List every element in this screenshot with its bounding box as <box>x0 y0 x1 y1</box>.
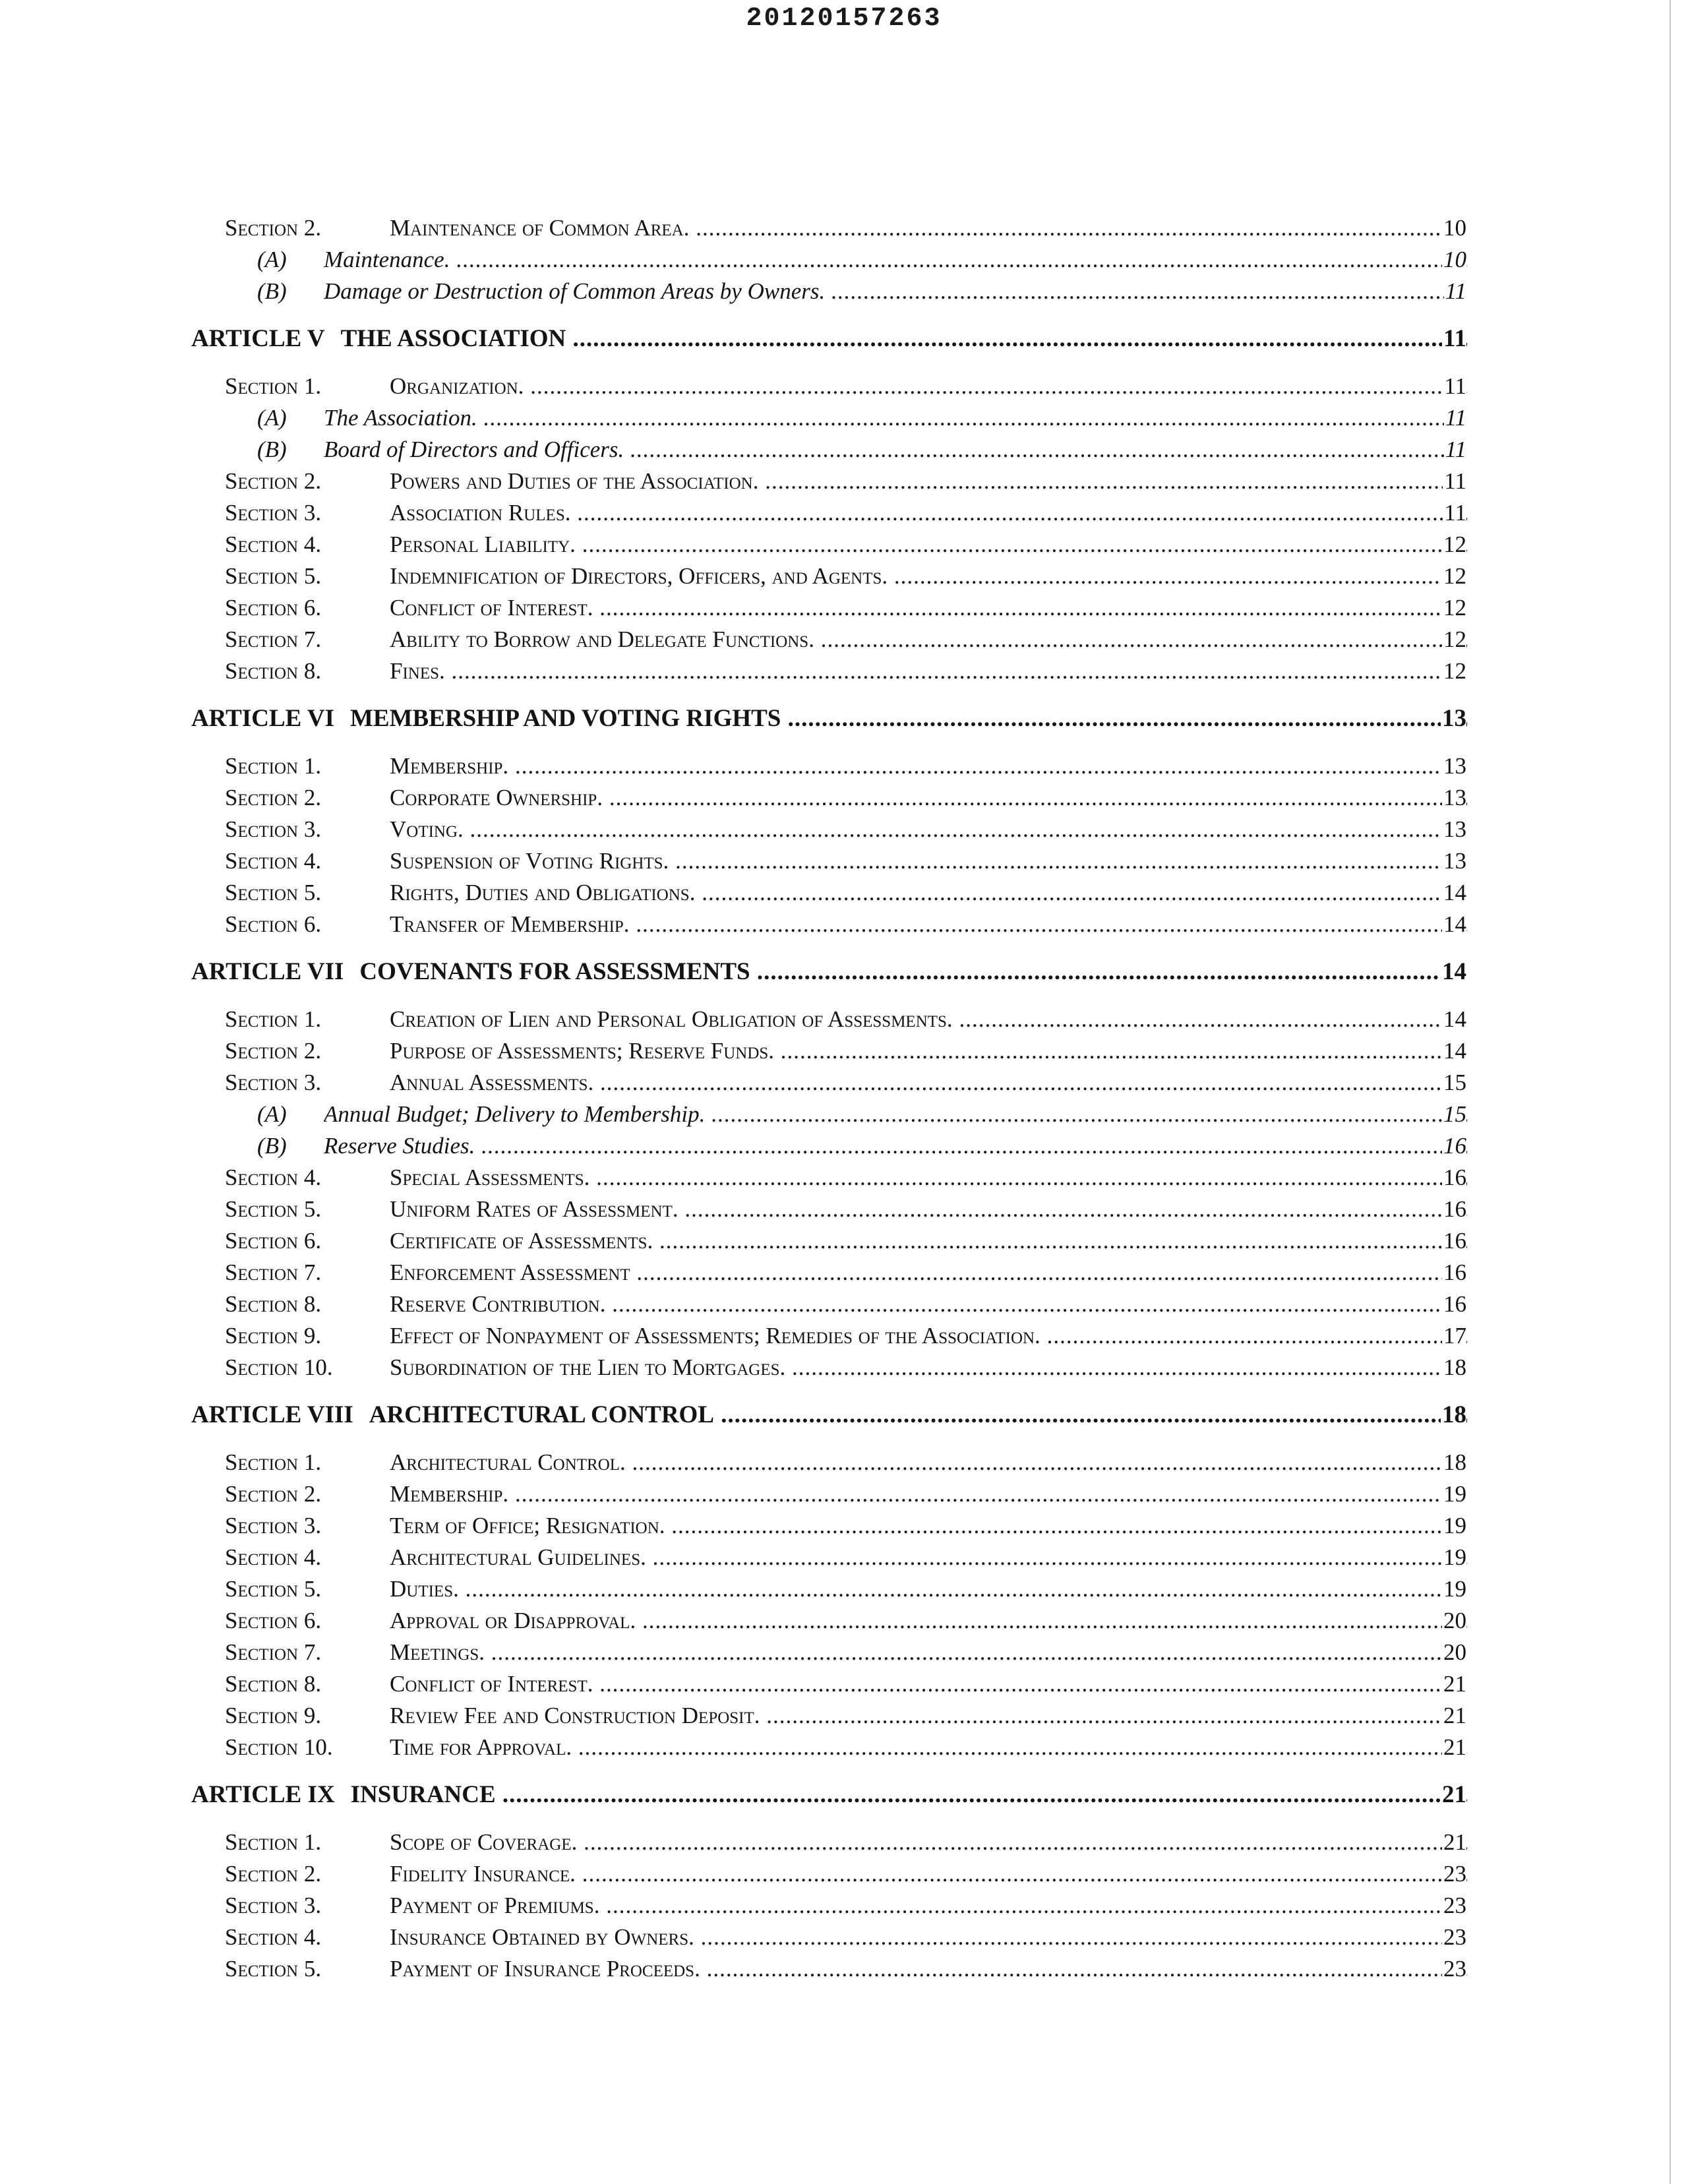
entry-title-text: Duties. <box>390 1576 459 1602</box>
toc-section-entry <box>0 1605 1688 1637</box>
toc-section-entry <box>0 1700 1688 1732</box>
page-number: 13 <box>1442 750 1466 782</box>
page-number: 11 <box>1444 402 1466 434</box>
toc-section-entry <box>0 497 1688 529</box>
entry-title-text: Maintenance. <box>324 247 450 272</box>
toc-section-entry <box>0 1289 1688 1320</box>
section-label: Section 5. <box>225 1576 322 1602</box>
toc-section-entry <box>0 782 1688 814</box>
subsection-title <box>324 434 1467 466</box>
section-label: Section 7. <box>225 1259 322 1285</box>
section-label: Section 8. <box>225 1291 322 1317</box>
section-title <box>390 909 1467 940</box>
toc-section-entry <box>0 592 1688 624</box>
toc-section-entry <box>0 1732 1688 1763</box>
section-title <box>390 592 1467 624</box>
toc-article-entry <box>0 1779 1688 1811</box>
section-title <box>390 845 1467 877</box>
entry-title-text: Architectural Guidelines. <box>390 1544 646 1570</box>
toc-section-entry <box>0 1922 1688 1953</box>
section-label: Section 3. <box>225 1070 322 1095</box>
entry-title-text: Fidelity Insurance. <box>390 1861 576 1887</box>
page-number: 18 <box>1442 1352 1466 1383</box>
subsection-title <box>324 1130 1467 1162</box>
page-number: 15 <box>1442 1099 1466 1130</box>
section-title <box>390 212 1467 244</box>
entry-title-text: Conflict of Interest. <box>390 595 593 621</box>
page-number: 15 <box>1442 1067 1466 1099</box>
page-number: 16 <box>1442 1225 1466 1257</box>
toc-section-entry <box>0 814 1688 845</box>
toc-section-entry <box>0 1668 1688 1700</box>
entry-title-text: Meetings. <box>390 1639 485 1665</box>
entry-title-text: Certificate of Assessments. <box>390 1228 653 1254</box>
subsection-label: (B) <box>257 437 287 462</box>
section-label: Section 6. <box>225 1608 322 1633</box>
page-number: 13 <box>1442 845 1466 877</box>
toc-article-entry <box>0 1399 1688 1431</box>
section-title <box>390 1542 1467 1573</box>
section-label: Section 2. <box>225 1038 322 1064</box>
page-number: 21 <box>1442 1732 1466 1763</box>
section-label: Section 5. <box>225 563 322 589</box>
article-number: ARTICLE VII <box>191 958 344 985</box>
article-title: COVENANTS FOR ASSESSMENTS <box>359 958 750 985</box>
page-number: 11 <box>1444 276 1466 307</box>
section-title <box>390 1858 1467 1890</box>
subsection-title <box>324 276 1467 307</box>
toc-section-entry <box>0 624 1688 655</box>
section-label: Section 4. <box>225 1924 322 1950</box>
entry-title-text: Board of Directors and Officers. <box>324 437 624 462</box>
toc-section-entry <box>0 1352 1688 1383</box>
section-title <box>390 1352 1467 1383</box>
entry-title-text: Reserve Studies. <box>324 1133 475 1159</box>
section-title <box>390 1257 1467 1289</box>
section-label: Section 6. <box>225 595 322 621</box>
section-title <box>390 1194 1467 1225</box>
section-label: Section 4. <box>225 1165 322 1190</box>
section-title <box>390 750 1467 782</box>
toc-section-entry <box>0 212 1688 244</box>
section-label: Section 2. <box>225 1861 322 1887</box>
entry-title-text: Payment of Premiums. <box>390 1893 600 1918</box>
toc-section-entry <box>0 466 1688 497</box>
toc-section-entry <box>0 750 1688 782</box>
entry-title-text: Payment of Insurance Proceeds. <box>390 1956 700 1982</box>
entry-title-text: Suspension of Voting Rights. <box>390 848 669 874</box>
subsection-label: (A) <box>257 405 287 431</box>
page-number: 18 <box>1442 1447 1466 1478</box>
page-number: 14 <box>1442 877 1466 909</box>
toc-section-entry <box>0 1953 1688 1985</box>
entry-title-text: The Association. <box>324 405 477 431</box>
entry-title-text: Term of Office; Resignation. <box>390 1513 665 1538</box>
document-number: 20120157263 <box>746 4 942 34</box>
article-number: ARTICLE V <box>191 325 325 352</box>
page-number: 16 <box>1442 1194 1466 1225</box>
entry-title-text: Rights, Duties and Obligations. <box>390 880 696 905</box>
page-number: 10 <box>1442 212 1466 244</box>
page-number: 23 <box>1442 1953 1466 1985</box>
page-number: 19 <box>1442 1510 1466 1542</box>
section-label: Section 4. <box>225 848 322 874</box>
section-label: Section 4. <box>225 531 322 557</box>
section-label: Section 3. <box>225 1513 322 1538</box>
toc-section-entry <box>0 1827 1688 1858</box>
toc-section-entry <box>0 1573 1688 1605</box>
entry-title-text: Membership. <box>390 1481 509 1507</box>
section-label: Section 8. <box>225 658 322 684</box>
section-label: Section 8. <box>225 1671 322 1697</box>
toc-section-entry <box>0 1067 1688 1099</box>
section-label: Section 1. <box>225 373 322 399</box>
entry-title-text: Transfer of Membership. <box>390 911 630 937</box>
toc-subsection-entry <box>0 276 1688 307</box>
article-number: ARTICLE VI <box>191 705 334 732</box>
page-number: 16 <box>1442 1289 1466 1320</box>
page-number: 11 <box>1443 466 1466 497</box>
page-number: 23 <box>1442 1858 1466 1890</box>
entry-title-text: Powers and Duties of the Association. <box>390 468 759 494</box>
toc-section-entry <box>0 1447 1688 1478</box>
section-label: Section 7. <box>225 1639 322 1665</box>
entry-title-text: Purpose of Assessments; Reserve Funds. <box>390 1038 775 1064</box>
section-label: Section 2. <box>225 468 322 494</box>
subsection-title <box>324 244 1467 276</box>
entry-title-text: Review Fee and Construction Deposit. <box>390 1703 760 1728</box>
entry-title-text: Corporate Ownership. <box>390 785 603 810</box>
entry-title-text: Subordination of the Lien to Mortgages. <box>390 1354 786 1380</box>
page-number: 14 <box>1441 956 1466 988</box>
page-number: 16 <box>1442 1130 1466 1162</box>
page-number: 19 <box>1442 1542 1466 1573</box>
section-title <box>390 782 1467 814</box>
page-number: 20 <box>1442 1637 1466 1668</box>
section-label: Section 2. <box>225 215 322 241</box>
toc-subsection-entry <box>0 434 1688 466</box>
page-number: 14 <box>1442 1035 1466 1067</box>
section-title <box>390 1637 1467 1668</box>
page-number: 12 <box>1442 655 1466 687</box>
subsection-label: (A) <box>257 1101 287 1127</box>
toc-section-entry <box>0 1162 1688 1194</box>
page-number: 13 <box>1441 703 1466 735</box>
subsection-label: (B) <box>257 1133 287 1159</box>
section-title <box>390 1035 1467 1067</box>
page-number: 20 <box>1442 1605 1466 1637</box>
toc-section-entry <box>0 1542 1688 1573</box>
section-label: Section 5. <box>225 1956 322 1982</box>
section-label: Section 6. <box>225 1228 322 1254</box>
subsection-label: (B) <box>257 278 287 304</box>
section-label: Section 2. <box>225 785 322 810</box>
entry-title-text: Ability to Borrow and Delegate Functions. <box>390 626 814 652</box>
subsection-label: (A) <box>257 247 287 272</box>
section-title <box>390 466 1467 497</box>
section-title <box>390 1605 1467 1637</box>
toc-subsection-entry <box>0 1099 1688 1130</box>
section-title <box>390 1162 1467 1194</box>
section-title <box>390 624 1467 655</box>
toc-section-entry <box>0 1004 1688 1035</box>
section-title <box>390 529 1467 561</box>
entry-title-text: Uniform Rates of Assessment. <box>390 1196 678 1222</box>
section-label: Section 7. <box>225 626 322 652</box>
toc-section-entry <box>0 529 1688 561</box>
page-number: 11 <box>1444 434 1466 466</box>
section-title <box>390 1478 1467 1510</box>
toc-section-entry <box>0 1478 1688 1510</box>
page-number: 17 <box>1442 1320 1466 1352</box>
section-label: Section 9. <box>225 1323 322 1349</box>
page-number: 18 <box>1441 1399 1466 1431</box>
page-number: 13 <box>1442 814 1466 845</box>
toc-article-title <box>191 323 1467 355</box>
entry-title-text: Architectural Control. <box>390 1449 626 1475</box>
section-label: Section 9. <box>225 1703 322 1728</box>
page-number: 21 <box>1442 1827 1466 1858</box>
section-title <box>390 497 1467 529</box>
page-number: 23 <box>1442 1890 1466 1922</box>
page-number: 12 <box>1442 624 1466 655</box>
toc-article-title <box>191 703 1467 735</box>
section-title <box>390 1225 1467 1257</box>
subsection-title <box>324 1099 1467 1130</box>
section-title <box>390 655 1467 687</box>
article-title: MEMBERSHIP AND VOTING RIGHTS <box>350 705 781 732</box>
entry-title-text: Enforcement Assessment <box>390 1259 630 1285</box>
toc-article-entry <box>0 323 1688 355</box>
section-label: Section 5. <box>225 1196 322 1222</box>
section-title <box>390 814 1467 845</box>
article-title: THE ASSOCIATION <box>340 325 566 352</box>
entry-title-text: Indemnification of Directors, Officers, and Agents. <box>390 563 888 589</box>
page-number: 21 <box>1442 1668 1466 1700</box>
section-title <box>390 1732 1467 1763</box>
toc-article-title <box>191 1779 1467 1811</box>
entry-title-text: Approval or Disapproval. <box>390 1608 636 1633</box>
section-title <box>390 1289 1467 1320</box>
entry-title-text: Maintenance of Common Area. <box>390 215 690 241</box>
section-label: Section 4. <box>225 1544 322 1570</box>
entry-title-text: Annual Assessments. <box>390 1070 594 1095</box>
page-number: 11 <box>1443 497 1466 529</box>
toc-section-entry <box>0 845 1688 877</box>
entry-title-text: Organization. <box>390 373 524 399</box>
section-title <box>390 561 1467 592</box>
entry-title-text: Membership. <box>390 753 509 779</box>
section-label: Section 1. <box>225 1829 322 1855</box>
section-label: Section 3. <box>225 500 322 526</box>
page-number: 23 <box>1442 1922 1466 1953</box>
toc-section-entry <box>0 909 1688 940</box>
entry-title-text: Fines. <box>390 658 445 684</box>
page-number: 12 <box>1442 529 1466 561</box>
toc-article-title <box>191 956 1467 988</box>
section-title <box>390 1510 1467 1542</box>
subsection-title <box>324 402 1467 434</box>
toc-subsection-entry <box>0 244 1688 276</box>
toc-section-entry <box>0 877 1688 909</box>
section-label: Section 2. <box>225 1481 322 1507</box>
entry-title-text: Time for Approval. <box>390 1734 572 1760</box>
entry-title-text: Creation of Lien and Personal Obligation of Assessments. <box>390 1006 953 1032</box>
toc-article-entry <box>0 956 1688 988</box>
article-number: ARTICLE VIII <box>191 1401 353 1428</box>
section-label: Section 1. <box>225 1449 322 1475</box>
toc-article-title <box>191 1399 1467 1431</box>
entry-title-text: Annual Budget; Delivery to Membership. <box>324 1101 706 1127</box>
section-label: Section 6. <box>225 911 322 937</box>
section-title <box>390 1827 1467 1858</box>
section-title <box>390 1922 1467 1953</box>
section-label: Section 10. <box>225 1354 333 1380</box>
section-title <box>390 1668 1467 1700</box>
page-number: 16 <box>1442 1162 1466 1194</box>
toc-section-entry <box>0 1035 1688 1067</box>
toc-section-entry <box>0 561 1688 592</box>
section-label: Section 1. <box>225 1006 322 1032</box>
section-title <box>390 1953 1467 1985</box>
section-title <box>390 1067 1467 1099</box>
page-number: 14 <box>1442 909 1466 940</box>
page-number: 16 <box>1442 1257 1466 1289</box>
toc-subsection-entry <box>0 1130 1688 1162</box>
entry-title-text: Damage or Destruction of Common Areas by Owners. <box>324 278 826 304</box>
toc-article-entry <box>0 703 1688 735</box>
page-number: 12 <box>1442 561 1466 592</box>
page-number: 13 <box>1442 782 1466 814</box>
entry-title-text: Voting. <box>390 816 464 842</box>
toc-section-entry <box>0 1858 1688 1890</box>
section-title <box>390 1004 1467 1035</box>
toc-section-entry <box>0 1320 1688 1352</box>
section-title <box>390 1447 1467 1478</box>
toc-section-entry <box>0 655 1688 687</box>
toc-section-entry <box>0 1225 1688 1257</box>
toc-section-entry <box>0 1890 1688 1922</box>
toc-subsection-entry <box>0 402 1688 434</box>
page-number: 11 <box>1442 323 1466 355</box>
toc-section-entry <box>0 1510 1688 1542</box>
page-number: 12 <box>1442 592 1466 624</box>
page-number: 19 <box>1442 1573 1466 1605</box>
page-number: 10 <box>1442 244 1466 276</box>
entry-title-text: Personal Liability. <box>390 531 576 557</box>
page-number: 21 <box>1442 1700 1466 1732</box>
article-title: INSURANCE <box>350 1781 496 1808</box>
toc-section-entry <box>0 1257 1688 1289</box>
entry-title-text: Effect of Nonpayment of Assessments; Remedies of the Association. <box>390 1323 1040 1349</box>
entry-title-text: Scope of Coverage. <box>390 1829 578 1855</box>
section-title <box>390 1700 1467 1732</box>
section-label: Section 3. <box>225 1893 322 1918</box>
toc-section-entry <box>0 1637 1688 1668</box>
entry-title-text: Insurance Obtained by Owners. <box>390 1924 694 1950</box>
section-label: Section 10. <box>225 1734 333 1760</box>
entry-title-text: Special Assessments. <box>390 1165 590 1190</box>
page-number: 14 <box>1442 1004 1466 1035</box>
section-title <box>390 1573 1467 1605</box>
page-number: 19 <box>1442 1478 1466 1510</box>
toc-section-entry <box>0 1194 1688 1225</box>
article-title: ARCHITECTURAL CONTROL <box>369 1401 715 1428</box>
section-label: Section 3. <box>225 816 322 842</box>
page-number: 21 <box>1441 1779 1466 1811</box>
section-title <box>390 371 1467 402</box>
toc-section-entry <box>0 371 1688 402</box>
section-label: Section 1. <box>225 753 322 779</box>
article-number: ARTICLE IX <box>191 1781 335 1808</box>
page-number: 11 <box>1443 371 1466 402</box>
section-title <box>390 1320 1467 1352</box>
section-title <box>390 1890 1467 1922</box>
entry-title-text: Association Rules. <box>390 500 571 526</box>
section-label: Section 5. <box>225 880 322 905</box>
entry-title-text: Reserve Contribution. <box>390 1291 606 1317</box>
entry-title-text: Conflict of Interest. <box>390 1671 593 1697</box>
section-title <box>390 877 1467 909</box>
